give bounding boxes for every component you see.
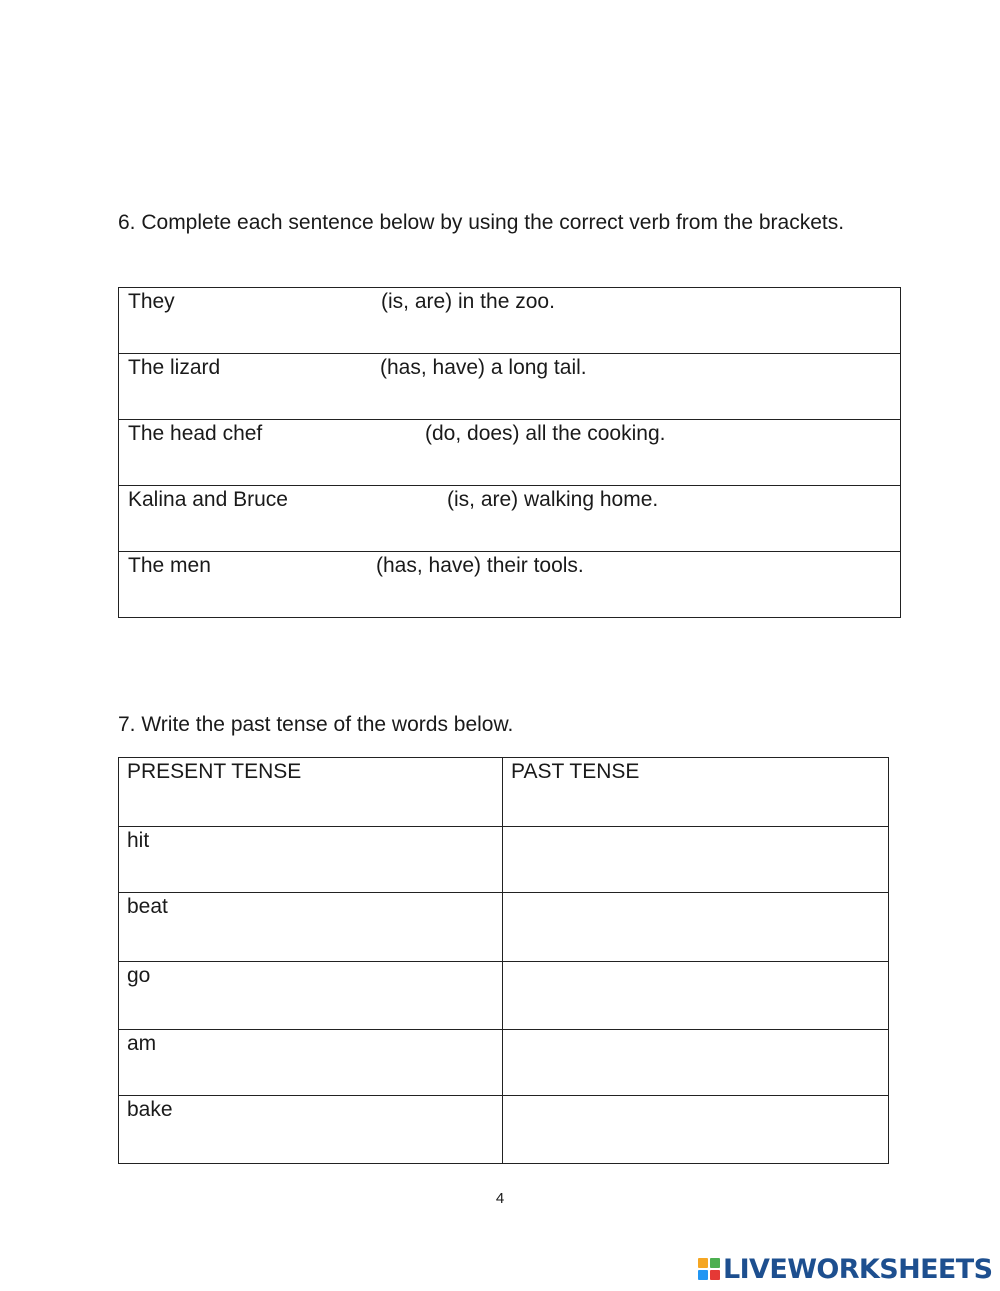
present-tense-word: beat [127,895,168,918]
past-tense-table [118,757,889,1164]
column-header-present: PRESENT TENSE [127,760,302,783]
verb-choice-table [118,287,901,618]
present-tense-word: hit [127,829,150,852]
table-row [119,354,901,420]
past-tense-answer-input[interactable] [509,1102,882,1157]
past-tense-answer-input[interactable] [509,1036,882,1089]
present-tense-word: bake [127,1098,173,1121]
column-header-past: PAST TENSE [511,760,640,783]
past-tense-answer-input[interactable] [509,833,882,886]
table-row [119,962,889,1030]
sentence-verb-options: (has, have) a long tail. [380,356,587,379]
sentence-subject: The lizard [128,356,221,379]
table-row [119,893,889,962]
past-tense-answer-input[interactable] [509,899,882,955]
table-row [119,288,901,354]
liveworksheets-brand [697,1254,992,1284]
table-row [119,1030,889,1096]
present-tense-word: am [127,1032,157,1055]
table-row [119,827,889,893]
question-6-title: 6. Complete each sentence below by using the correct verb from the brackets. [118,211,845,234]
sentence-verb-options: (do, does) all the cooking. [425,422,666,445]
sentence-verb-options: (is, are) in the zoo. [381,290,555,313]
sentence-subject: They [128,290,175,313]
table-row [119,552,901,618]
table-row [119,420,901,486]
sentence-verb-options: (is, are) walking home. [447,488,659,511]
table-row [119,486,901,552]
table-row [119,1096,889,1164]
present-tense-word: go [127,964,151,987]
brand-name: LIVEWORKSHEETS [723,1253,993,1285]
question-7-title: 7. Write the past tense of the words below. [118,713,514,736]
sentence-subject: Kalina and Bruce [128,488,288,511]
table-header-row [119,758,889,827]
sentence-subject: The men [128,554,211,577]
liveworksheets-logo-icon [697,1257,721,1281]
past-tense-answer-input[interactable] [509,968,882,1023]
sentence-verb-options: (has, have) their tools. [376,554,584,577]
page-number: 4 [495,1190,505,1207]
sentence-subject: The head chef [128,422,263,445]
